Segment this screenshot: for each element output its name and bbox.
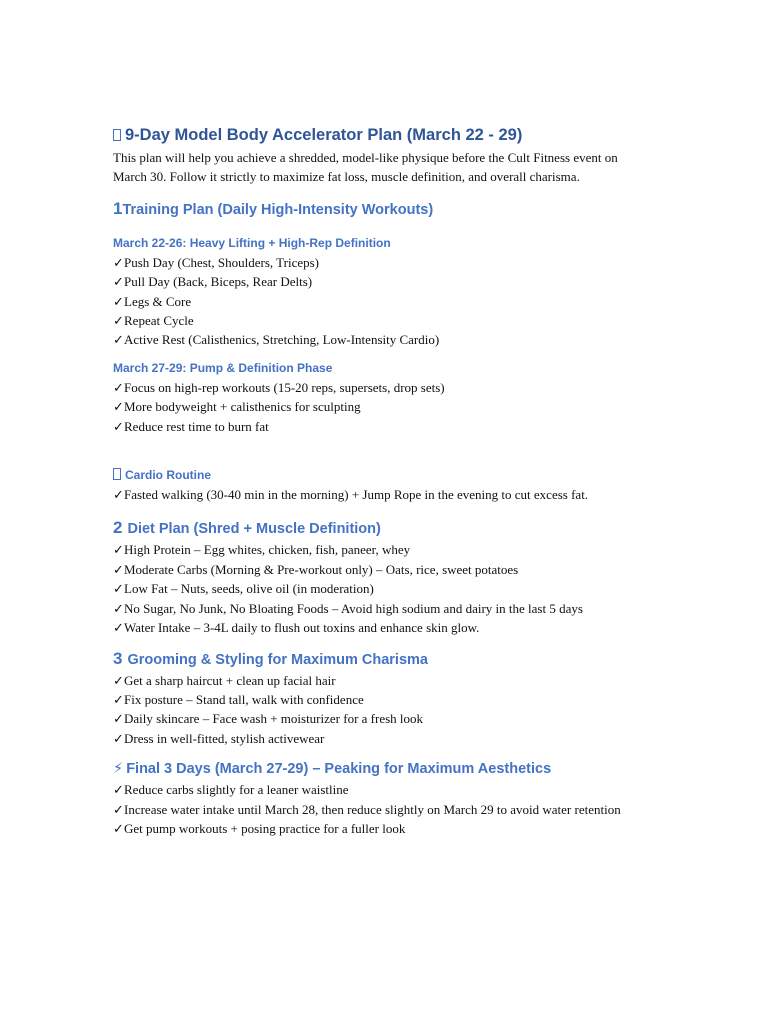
checklist-item-text: Reduce rest time to burn fat bbox=[124, 418, 269, 434]
section-number-3: 3 bbox=[113, 648, 123, 668]
checklist-item bbox=[113, 330, 653, 349]
checklist-item-text: Moderate Carbs (Morning & Pre-workout only) – Oats, rice, sweet potatoes bbox=[124, 561, 519, 577]
section-number-1: 1 bbox=[113, 198, 123, 218]
checklist-item-text: Fix posture – Stand tall, walk with confidence bbox=[124, 691, 364, 707]
check-icon: ✓ bbox=[113, 561, 124, 577]
checklist-item bbox=[113, 253, 653, 272]
checklist-item bbox=[113, 560, 653, 579]
cardio-list bbox=[113, 485, 653, 504]
checklist-item bbox=[113, 819, 653, 838]
checklist-item bbox=[113, 729, 653, 748]
document-title-text: 9-Day Model Body Accelerator Plan (March 22 - 29) bbox=[125, 126, 523, 144]
checklist-item-text: Low Fat – Nuts, seeds, olive oil (in moderation) bbox=[124, 581, 374, 597]
checklist-item-text: Water Intake – 3-4L daily to flush out toxins and enhance skin glow. bbox=[124, 620, 480, 636]
grooming-heading bbox=[113, 649, 653, 670]
checklist-item-text: Dress in well-fitted, stylish activewear bbox=[124, 730, 325, 746]
grooming-list bbox=[113, 671, 653, 749]
checklist-item-text: Reduce carbs slightly for a leaner waistline bbox=[124, 782, 349, 798]
diet-heading bbox=[113, 518, 653, 539]
lightning-icon: ⚡ bbox=[113, 761, 124, 778]
checklist-item bbox=[113, 272, 653, 291]
checklist-item bbox=[113, 417, 653, 436]
check-icon: ✓ bbox=[113, 399, 124, 415]
checklist-item bbox=[113, 397, 653, 416]
diet-heading-text: Diet Plan (Shred + Muscle Definition) bbox=[127, 521, 381, 538]
check-icon: ✓ bbox=[113, 379, 124, 395]
checklist-item-text: Get a sharp haircut + clean up facial hair bbox=[124, 672, 336, 688]
phase2-list bbox=[113, 378, 653, 436]
checklist-item-text: More bodyweight + calisthenics for sculpting bbox=[124, 399, 361, 415]
document-page bbox=[113, 124, 653, 838]
final-list bbox=[113, 780, 653, 838]
checklist-item bbox=[113, 485, 653, 504]
checklist-item bbox=[113, 671, 653, 690]
check-icon: ✓ bbox=[113, 820, 124, 836]
check-icon: ✓ bbox=[113, 620, 124, 636]
diet-list bbox=[113, 540, 653, 637]
check-icon: ✓ bbox=[113, 691, 124, 707]
missing-glyph-icon bbox=[113, 129, 121, 141]
checklist-item-text: Repeat Cycle bbox=[124, 313, 194, 329]
checklist-item-text: High Protein – Egg whites, chicken, fish, paneer, whey bbox=[124, 542, 411, 558]
checklist-item bbox=[113, 311, 653, 330]
cardio-heading-text: Cardio Routine bbox=[125, 468, 211, 483]
phase2-heading: March 27-29: Pump & Definition Phase bbox=[113, 360, 333, 375]
check-icon: ✓ bbox=[113, 581, 124, 597]
check-icon: ✓ bbox=[113, 600, 124, 616]
checklist-item bbox=[113, 599, 653, 618]
check-icon: ✓ bbox=[113, 672, 124, 688]
checklist-item-text: Active Rest (Calisthenics, Stretching, Low-Intensity Cardio) bbox=[124, 332, 440, 348]
checklist-item-text: Fasted walking (30-40 min in the morning) + Jump Rope in the evening to cut excess fat. bbox=[124, 487, 589, 503]
phase1-list bbox=[113, 253, 653, 350]
check-icon: ✓ bbox=[113, 542, 124, 558]
check-icon: ✓ bbox=[113, 313, 124, 329]
checklist-item-text: Push Day (Chest, Shoulders, Triceps) bbox=[124, 254, 320, 270]
check-icon: ✓ bbox=[113, 801, 124, 817]
checklist-item-text: Get pump workouts + posing practice for a fuller look bbox=[124, 820, 406, 836]
check-icon: ✓ bbox=[113, 730, 124, 746]
check-icon: ✓ bbox=[113, 274, 124, 290]
intro-paragraph: This plan will help you achieve a shredded, model-like physique before the Cult Fitness event on March 30. Follow it strictly to maximize fat loss, muscle definition, and overall charisma. bbox=[113, 150, 618, 185]
section-number-2: 2 bbox=[113, 518, 123, 538]
check-icon: ✓ bbox=[113, 487, 124, 503]
checklist-item-text: Pull Day (Back, Biceps, Rear Delts) bbox=[124, 274, 313, 290]
check-icon: ✓ bbox=[113, 782, 124, 798]
document-title bbox=[113, 124, 653, 146]
cardio-heading bbox=[113, 467, 653, 484]
grooming-heading-text: Grooming & Styling for Maximum Charisma bbox=[127, 651, 428, 668]
checklist-item-text: No Sugar, No Junk, No Bloating Foods – Avoid high sodium and dairy in the last 5 days bbox=[124, 600, 583, 616]
check-icon: ✓ bbox=[113, 254, 124, 270]
check-icon: ✓ bbox=[113, 293, 124, 309]
check-icon: ✓ bbox=[113, 711, 124, 727]
checklist-item bbox=[113, 378, 653, 397]
checklist-item-text: Increase water intake until March 28, then reduce slightly on March 29 to avoid water retention bbox=[124, 801, 621, 817]
checklist-item-text: Legs & Core bbox=[124, 293, 192, 309]
checklist-item bbox=[113, 292, 653, 311]
checklist-item bbox=[113, 800, 653, 819]
training-heading bbox=[113, 199, 653, 220]
check-icon: ✓ bbox=[113, 332, 124, 348]
final-heading-text: Final 3 Days (March 27-29) – Peaking for Maximum Aesthetics bbox=[126, 761, 552, 778]
phase1-heading: March 22-26: Heavy Lifting + High-Rep Definition bbox=[113, 235, 391, 250]
check-icon: ✓ bbox=[113, 418, 124, 434]
missing-glyph-icon bbox=[113, 468, 121, 480]
training-heading-text: Training Plan (Daily High-Intensity Workouts) bbox=[122, 201, 434, 218]
checklist-item bbox=[113, 579, 653, 598]
final-heading bbox=[113, 759, 653, 779]
checklist-item bbox=[113, 618, 653, 637]
checklist-item-text: Focus on high-rep workouts (15-20 reps, supersets, drop sets) bbox=[124, 379, 445, 395]
checklist-item bbox=[113, 690, 653, 709]
checklist-item bbox=[113, 540, 653, 559]
checklist-item bbox=[113, 709, 653, 728]
checklist-item bbox=[113, 780, 653, 799]
checklist-item-text: Daily skincare – Face wash + moisturizer for a fresh look bbox=[124, 711, 424, 727]
